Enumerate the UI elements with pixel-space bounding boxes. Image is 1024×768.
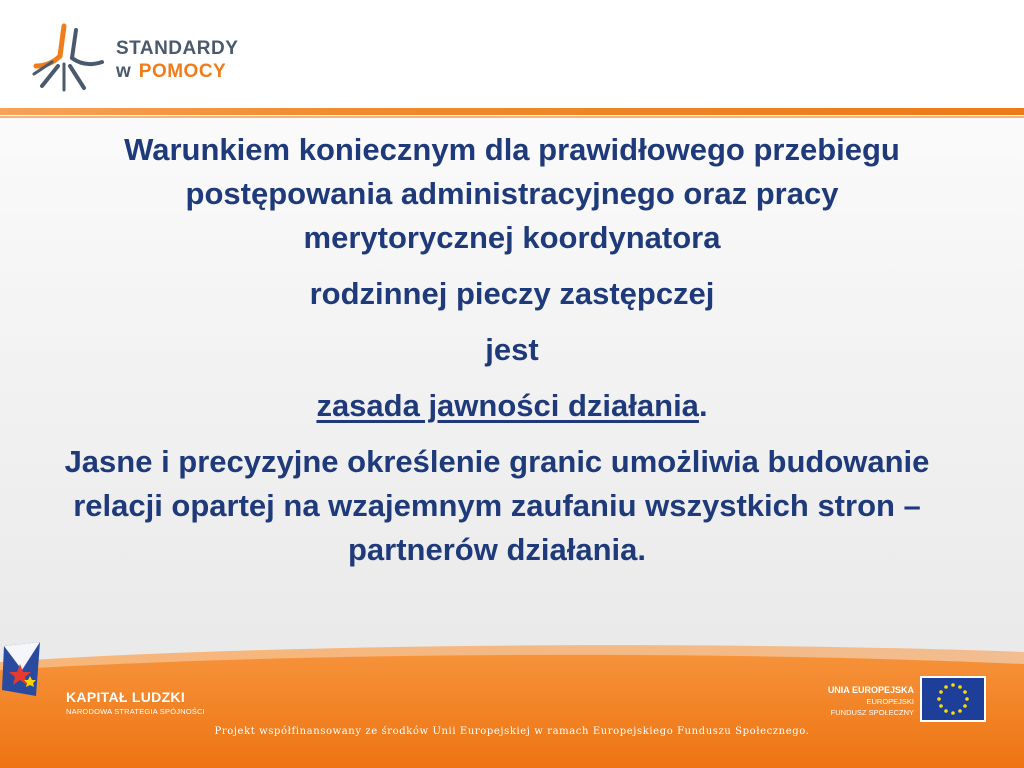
cofinancing-note: Projekt współfinansowany ze środków Unii Europejskiej w ramach Europejskiego Funduszu Społecznego. xyxy=(214,726,810,737)
logo-text-standardy: STANDARDY xyxy=(116,38,239,59)
eu-fund-line1: EUROPEJSKI xyxy=(866,697,914,706)
eu-name: UNIA EUROPEJSKA xyxy=(827,685,914,695)
star-figure-icon xyxy=(24,22,110,94)
header xyxy=(0,0,1024,118)
eu-text-block xyxy=(828,684,914,718)
paragraph-subject: rodzinnej pieczy zastępczej xyxy=(309,276,715,311)
eu-fund-line2: FUNDUSZ SPOŁECZNY xyxy=(830,708,914,717)
eu-flag-icon xyxy=(920,676,986,722)
kapital-ludzki-title: KAPITAŁ LUDZKI xyxy=(66,689,186,705)
header-orange-rule xyxy=(0,108,1024,115)
principle-underlined: zasada jawności działania xyxy=(316,388,699,423)
paragraph-principle xyxy=(40,384,984,428)
paragraph-intro: Warunkiem koniecznym dla prawidłowego przebiegu postępowania administracyjnego oraz pracy merytorycznej koordynatora xyxy=(124,132,900,255)
kapital-ludzki-subtitle: NARODOWA STRATEGIA SPÓJNOŚCI xyxy=(66,707,205,716)
logo-text-w: w xyxy=(116,61,131,82)
paragraph-conclusion: Jasne i precyzyjne określenie granic umożliwia budowanie relacji opartej na wzajemnym zaufaniu wszystkich stron – partnerów działania. xyxy=(64,444,930,567)
principle-period: . xyxy=(698,388,708,423)
kapital-ludzki-icon xyxy=(0,640,44,698)
header-thin-rule xyxy=(0,116,1024,118)
paragraph-jest: jest xyxy=(485,332,539,367)
standardy-logo xyxy=(18,20,250,96)
main-text xyxy=(40,128,984,572)
logo-text-w-pomocy xyxy=(116,61,226,83)
footer xyxy=(0,640,1024,768)
logo-text-pomocy: POMOCY xyxy=(138,61,227,82)
